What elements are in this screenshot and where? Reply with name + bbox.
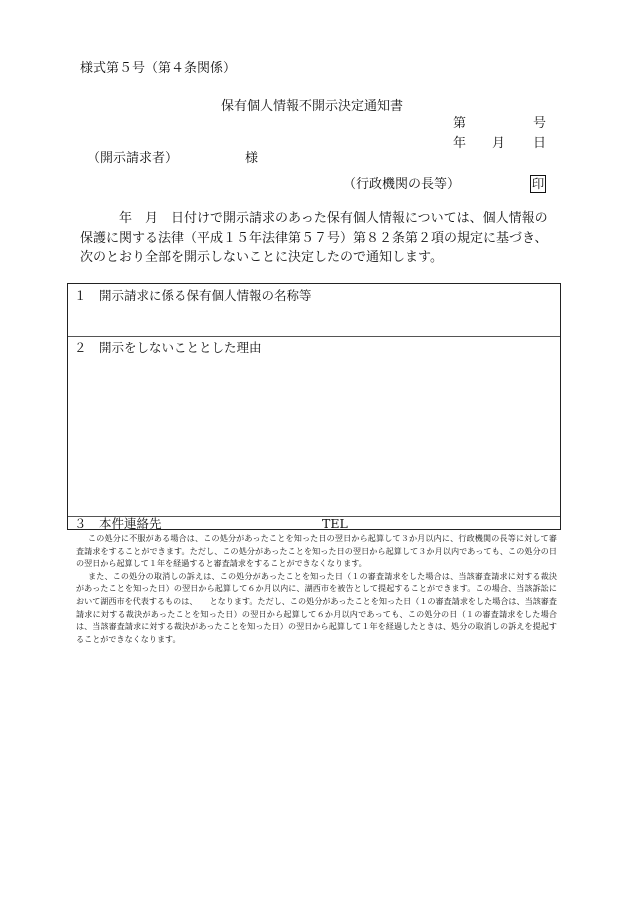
table-row-contact bbox=[68, 517, 560, 530]
table-row-reason bbox=[68, 337, 560, 517]
info-table bbox=[67, 283, 561, 530]
doc-number-suffix: 号 bbox=[533, 116, 547, 131]
document-title: 保有個人情報不開示決定通知書 bbox=[221, 99, 404, 114]
row-label-reason: ２ 開示をしないこととした理由 bbox=[74, 340, 262, 355]
agency-head-label: （行政機関の長等） bbox=[343, 177, 461, 192]
date-month-label: 月 bbox=[492, 136, 506, 151]
appeal-notice bbox=[76, 532, 557, 645]
table-row-document-name bbox=[68, 284, 560, 337]
date-day-label: 日 bbox=[533, 136, 547, 151]
requester-honorific: 様 bbox=[245, 151, 259, 166]
date-year-label: 年 bbox=[453, 136, 467, 151]
seal-box: 印 bbox=[531, 176, 545, 191]
notice-paragraph-review: この処分に不服がある場合は、この処分があったことを知った日の翌日から起算して３か月以内に、行政機関の長等に対して審査請求をすることができます。ただし、この処分があったことを知った日の翌日から起算して３か月以内であっても、この処分の日の翌日から起算して１年を経過すると審査請求をすることができなくなります。 bbox=[76, 533, 557, 569]
row-label-document-name: １ 開示請求に係る保有個人情報の名称等 bbox=[74, 288, 312, 303]
requester-label: （開示請求者） bbox=[87, 151, 179, 166]
row-label-contact: ３ 本件連絡先 bbox=[74, 516, 162, 531]
form-number-label: 様式第５号（第４条関係） bbox=[80, 61, 237, 76]
doc-number-prefix: 第 bbox=[453, 116, 467, 131]
tel-label: TEL bbox=[322, 516, 348, 531]
notice-paragraph-lawsuit: また、この処分の取消しの訴えは、この処分があったことを知った日（１の審査請求をした場合は、当該審査請求に対する裁決があったことを知った日）の翌日から起算して６か月以内に、湖西市を被告として提起することができます。この場合、当該訴訟において湖西市を代表するものは、 となります。ただし、この処分があったことを知った日（１の審査請求をした場合は、当該審査請求に対する裁決があったことを知った日）の翌日から起算して６か月以内であっても、この処分の日（１の審査請求をした場合は、当該審査請求に対する裁決があったことを知った日）の翌日から起算して１年を経過したときは、処分の取消しの訴えを提起することができなくなります。 bbox=[76, 570, 557, 644]
notification-body: 年 月 日付けで開示請求のあった保有個人情報については、個人情報の保護に関する法律（平成１５年法律第５７号）第８２条第２項の規定に基づき、次のとおり全部を開示しないことに決定したので通知します。 bbox=[80, 211, 548, 265]
